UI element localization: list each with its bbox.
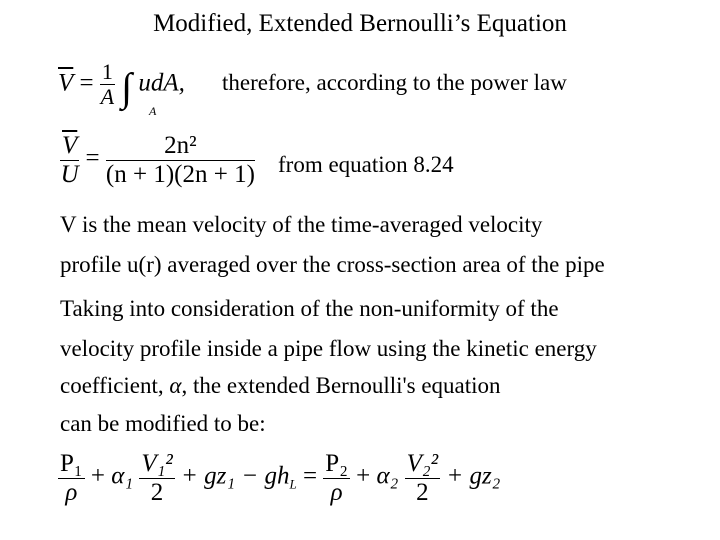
eq3-gz1-ghl: + gz₁ − gh [181, 462, 290, 490]
eq3-two-1: 2 [150, 478, 164, 506]
eq1-lhs: $\overline{V}$ [58, 69, 74, 97]
eq3-p1: P₁ [60, 450, 83, 477]
paragraph-line-3 [60, 373, 501, 399]
eq3-rho-2: ρ [330, 478, 343, 506]
eq3-hl-subscript: L [289, 476, 297, 492]
paragraph-line-3-suffix: , the extended Bernoulli's equation [181, 373, 501, 398]
paragraph-line-2: velocity profile inside a pipe flow using the kinetic energy [60, 336, 597, 361]
integral-sign: ∫ [121, 64, 133, 110]
eq3-v1: V₁² [141, 450, 173, 477]
eq2-rhs-num: 2n² [106, 132, 255, 161]
eq3-plus-1: + [90, 462, 105, 490]
eq1-limit: A [149, 104, 157, 118]
page-title: Modified, Extended Bernoulli’s Equation [153, 10, 567, 37]
eq3-alpha2: α₂ [376, 462, 399, 490]
eq1-equals: = [79, 69, 94, 97]
eq2-equals: = [85, 144, 100, 172]
eq3-alpha1: α₁ [111, 462, 134, 490]
paragraph-line-1: Taking into consideration of the non-uniformity of the [60, 296, 559, 321]
eq2-lhs-den: U [60, 160, 79, 188]
eq2-note: from equation 8.24 [278, 152, 454, 177]
eq2-rhs-den: (n + 1)(2n + 1) [105, 160, 255, 188]
equation-mean-velocity [58, 60, 185, 110]
eq1-coef-den: A [100, 84, 115, 110]
eq3-gz2: + gz₂ [446, 462, 501, 490]
eq3-v2: V₂² [406, 450, 439, 477]
eq2-lhs-num: $\overline{V}$ [62, 132, 78, 159]
eq1-integrand: udA, [138, 69, 185, 97]
eq3-equals: = [302, 462, 318, 490]
eq1-coef-num: 1 [101, 59, 113, 84]
paragraph-line-3-prefix: coefficient, [60, 373, 164, 398]
alpha-symbol: α [169, 373, 182, 398]
eq1-note: therefore, according to the power law [222, 70, 567, 95]
equation-extended-bernoulli [58, 450, 500, 506]
eq3-rho-1: ρ [65, 478, 78, 506]
eq3-plus-2: + [356, 462, 371, 490]
eq3-p2: P₂ [325, 450, 348, 477]
equation-power-law-ratio [60, 132, 255, 188]
paragraph-line-4: can be modified to be: [60, 411, 266, 436]
eq3-two-2: 2 [416, 478, 429, 506]
mean-velocity-text-2: profile u(r) averaged over the cross-section area of the pipe [60, 252, 605, 277]
mean-velocity-text-1: V is the mean velocity of the time-averaged velocity [60, 212, 543, 237]
